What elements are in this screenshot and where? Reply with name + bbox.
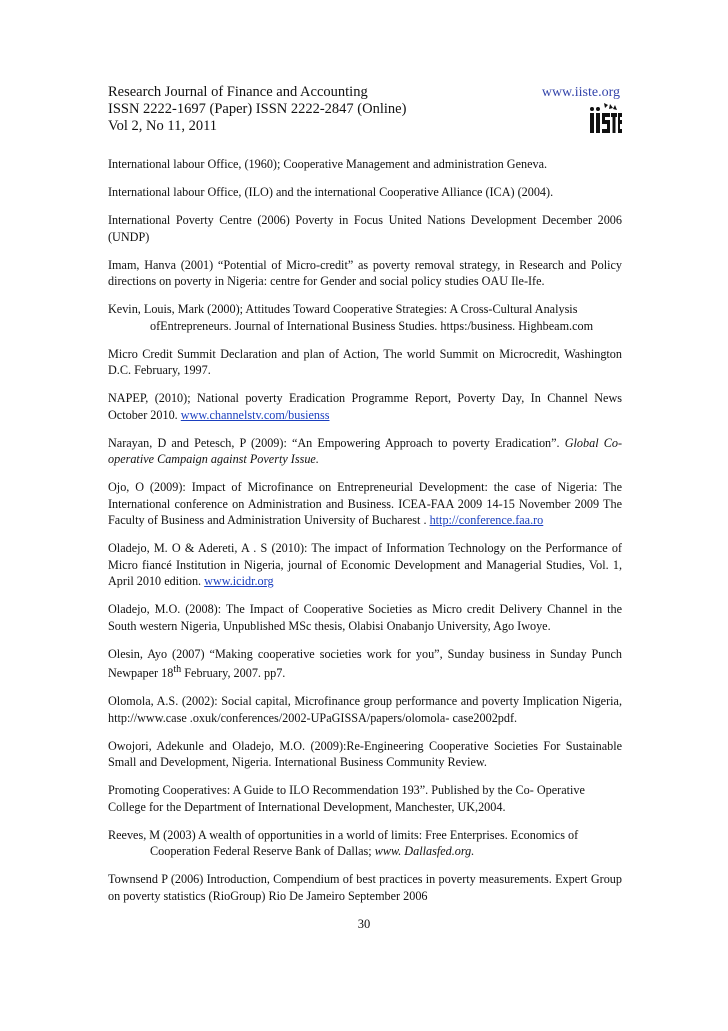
reference-item bbox=[108, 212, 622, 245]
page-number: 30 bbox=[357, 917, 371, 931]
reference-text: Promoting Cooperatives: A Guide to ILO Recommendation 193”. Published by the Co- Operative bbox=[108, 783, 585, 798]
superscript: th bbox=[173, 664, 182, 675]
reference-text: Oladejo, M.O. (2008): The Impact of Cooperative Societies as Micro credit Delivery Channel in the South western Nigeria, Unpublished MSc thesis, Olabisi Onabanjo University, Ago Iwoye. bbox=[108, 602, 622, 633]
reference-text: Narayan, D and Petesch, P (2009): “An Empowering Approach to poverty Eradication”. bbox=[108, 435, 565, 450]
issn-line: ISSN 2222-1697 (Paper) ISSN 2222-2847 (Online) bbox=[108, 101, 407, 117]
reference-text: Olesin, Ayo (2007) “Making cooperative societies work for you”, Sunday business in Sunday Punch Newpaper 18 bbox=[108, 646, 622, 681]
reference-text-continued: ofEntrepreneurs. Journal of International Business Studies. https:/business. Highbeam.com bbox=[150, 318, 594, 333]
reference-item bbox=[108, 390, 622, 423]
reference-item bbox=[108, 301, 622, 334]
reference-text: Oladejo, M. O & Adereti, A . S (2010): The impact of Information Technology on the Performance of Micro fiancé Institution in Nigeria, journal of Economic Development and Managerial Studies, Vol. 1, April 2010 edition. bbox=[108, 541, 622, 588]
reference-text: Olomola, A.S. (2002): Social capital, Microfinance group performance and poverty Implication Nigeria, http://www.case .oxuk/conferences/2002-UPaGISSA/papers/olomola- case2002pdf. bbox=[108, 694, 622, 725]
reference-text: Owojori, Adekunle and Oladejo, M.O. (2009):Re-Engineering Cooperative Societies For Sustainable Small and Development, Nigeria. International Business Community Review. bbox=[108, 738, 622, 770]
reference-text: International Poverty Centre (2006) Poverty in Focus United Nations Development December 2006 (UNDP) bbox=[108, 213, 622, 244]
reference-item bbox=[108, 782, 622, 815]
reference-item bbox=[108, 871, 622, 904]
reference-item bbox=[108, 738, 622, 771]
reference-text: International labour Office, (ILO) and the international Cooperative Alliance (ICA) (2004). bbox=[108, 185, 554, 199]
reference-item bbox=[108, 827, 622, 860]
reference-text: International labour Office, (1960); Cooperative Management and administration Geneva. bbox=[108, 157, 548, 171]
reference-item bbox=[108, 346, 622, 379]
reference-italic: Global Co-operative Campaign against Poverty Issue. bbox=[108, 435, 622, 466]
reference-item bbox=[108, 693, 622, 726]
reference-text: Ojo, O (2009): Impact of Microfinance on Entrepreneurial Development: the case of Nigeria: The International conference on Administration and Business. ICEA-FAA 2009 14-15 November 2009 The Faculty of Business and Administration University of Bucharest . bbox=[108, 480, 622, 527]
reference-text-continued: Cooperation Federal Reserve Bank of Dallas; bbox=[150, 844, 375, 859]
reference-link[interactable]: http://conference.faa.ro bbox=[429, 513, 544, 527]
reference-link[interactable]: www.channelstv.com/busienss bbox=[180, 407, 330, 422]
journal-title: Research Journal of Finance and Accounting bbox=[108, 84, 368, 100]
reference-text-continued: College for the Department of International Development, Manchester, UK,2004. bbox=[108, 799, 506, 814]
journal-url[interactable]: www.iiste.org bbox=[541, 85, 620, 100]
reference-text: Kevin, Louis, Mark (2000); Attitudes Toward Cooperative Strategies: A Cross-Cultural Analysis bbox=[108, 302, 578, 316]
reference-link[interactable]: www.icidr.org bbox=[204, 574, 274, 588]
reference-item bbox=[108, 156, 622, 173]
reference-item bbox=[108, 601, 622, 634]
page-header bbox=[108, 84, 628, 135]
reference-list bbox=[108, 156, 622, 916]
reference-text: Townsend P (2006) Introduction, Compendium of best practices in poverty measurements. Expert Group on poverty statistics (RioGroup) Rio De Jameiro September 2006 bbox=[108, 872, 622, 903]
reference-item bbox=[108, 479, 622, 529]
reference-text: NAPEP, (2010); National poverty Eradication Programme Report, Poverty Day, In Channel News October 2010. bbox=[108, 391, 622, 422]
reference-item bbox=[108, 257, 622, 290]
reference-text-end: February, 2007. pp7. bbox=[181, 666, 286, 681]
reference-italic: www. Dallasfed.org. bbox=[374, 844, 475, 859]
reference-item bbox=[108, 435, 622, 468]
reference-item bbox=[108, 646, 622, 682]
volume-line: Vol 2, No 11, 2011 bbox=[108, 118, 218, 134]
reference-item bbox=[108, 540, 622, 590]
reference-text: Reeves, M (2003) A wealth of opportunities in a world of limits: Free Enterprises. Economics of bbox=[108, 827, 579, 842]
reference-item bbox=[108, 184, 622, 201]
iiste-logo bbox=[590, 103, 622, 133]
reference-text: Micro Credit Summit Declaration and plan of Action, The world Summit on Microcredit, Washington D.C. February, 1997. bbox=[108, 346, 622, 377]
reference-text: Imam, Hanva (2001) “Potential of Micro-credit” as poverty removal strategy, in Research and Policy directions on poverty in Nigeria: centre for Gender and social policy studies OAU Ile-Ife. bbox=[108, 257, 622, 288]
